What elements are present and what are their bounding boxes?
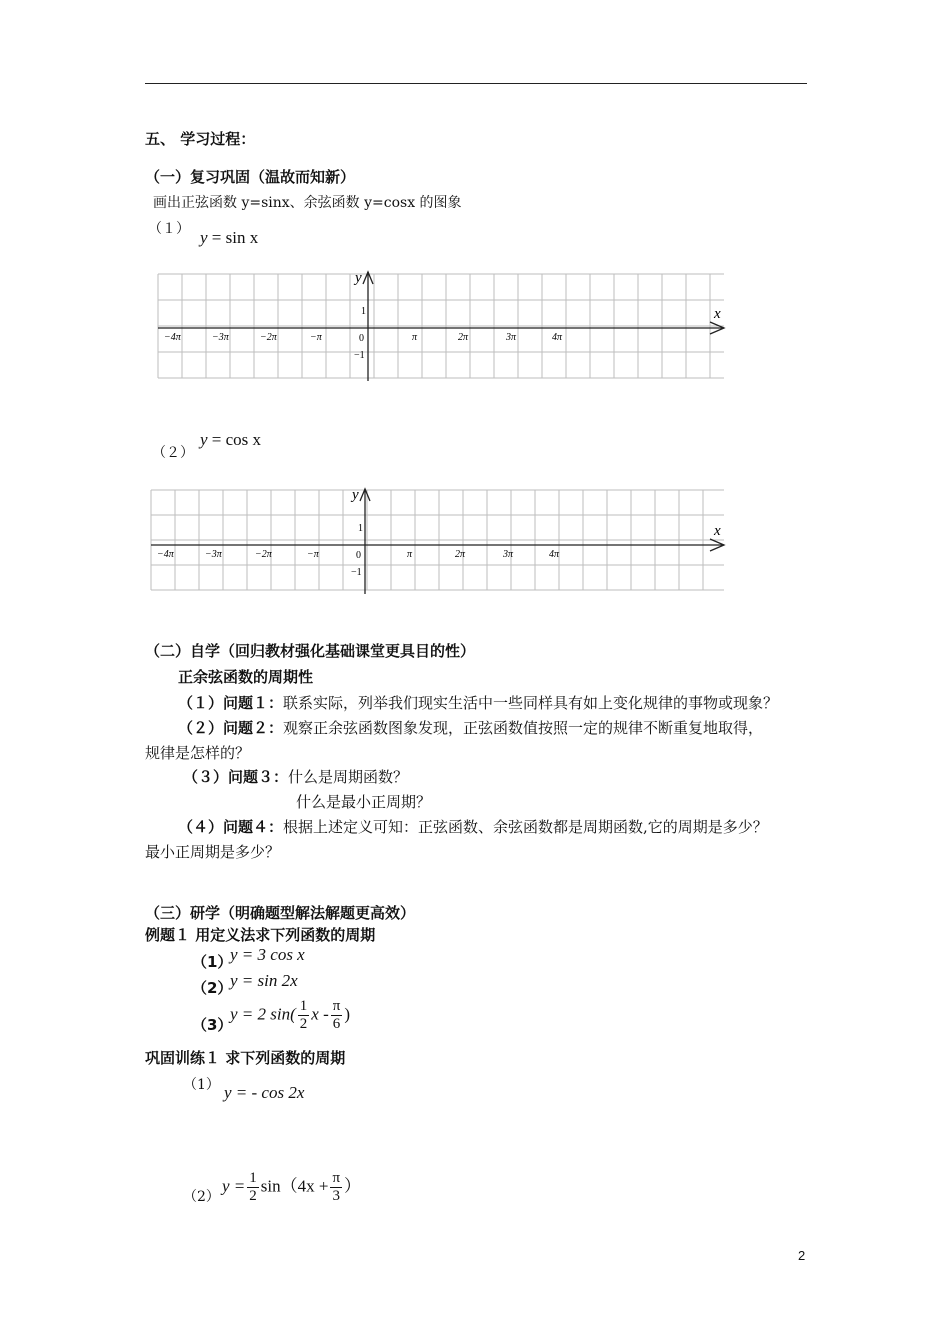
graph1-eq-lhs: y xyxy=(200,228,208,247)
q1-text: 联系实际，列举我们现实生活中一些同样具有如上变化规律的事物或现象？ xyxy=(283,694,779,712)
example-3-frac1 xyxy=(298,998,310,1033)
example-2-expr: y = sin 2x xyxy=(230,971,298,990)
sine-y-tick-1: 1 xyxy=(361,306,366,317)
cosine-x-tick: 2π xyxy=(455,549,466,560)
sine-x-tick: −2π xyxy=(260,332,277,343)
cosine-x-tick: −π xyxy=(307,549,319,560)
cosine-x-tick: −2π xyxy=(255,549,272,560)
cosine-y-label: y xyxy=(352,487,359,503)
graph1-eq-rhs: = sin x xyxy=(211,228,259,247)
sine-axes-grid xyxy=(150,268,730,383)
q1-label: （１）问题１： xyxy=(178,694,284,712)
graph2-label: （２） xyxy=(152,445,194,461)
sine-x-tick: −3π xyxy=(212,332,229,343)
part2-heading: （二）自学（回归教材强化基础课堂更具目的性） xyxy=(145,642,476,660)
sine-origin-label: 0 xyxy=(359,333,364,344)
example-3-frac2 xyxy=(331,998,343,1033)
cosine-x-tick: 4π xyxy=(549,549,560,560)
question-1 xyxy=(178,692,778,713)
cosine-x-tick: −4π xyxy=(157,549,174,560)
practice-2-frac2-num: π xyxy=(332,1170,341,1186)
example-3-frac2-num: π xyxy=(332,998,341,1014)
example-1-expr: y = 3 cos x xyxy=(230,945,305,964)
q2-text-cont: 规律是怎样的？ xyxy=(145,744,251,762)
sine-x-tick: 4π xyxy=(552,332,563,343)
cosine-x-tick: 3π xyxy=(503,549,514,560)
page-number: 2 xyxy=(798,1248,806,1263)
graph2-equation xyxy=(200,430,261,450)
graph1-label: （１） xyxy=(148,221,190,237)
sine-x-tick: 3π xyxy=(506,332,517,343)
practice-2-expr xyxy=(222,1170,361,1205)
example-3-mid: x - xyxy=(311,1004,329,1024)
question-3 xyxy=(183,766,408,787)
question-4 xyxy=(178,816,768,837)
example-3-frac1-num: 1 xyxy=(299,998,308,1014)
practice-2-frac2-den: 3 xyxy=(332,1188,340,1204)
practice-2-mid: sin（4x + xyxy=(260,1176,329,1196)
section-title: 五、 学习过程： xyxy=(145,130,256,148)
sine-y-label: y xyxy=(355,270,362,286)
sine-x-tick: π xyxy=(412,332,418,343)
example-3-prefix: y = 2 sin( xyxy=(230,1004,296,1024)
cosine-axes-grid xyxy=(145,486,730,596)
practice-2-frac2 xyxy=(330,1170,342,1205)
q2-text: 观察正余弦函数图象发现，正弦函数值按照一定的规律不断重复地取得， xyxy=(283,719,764,737)
part3-heading: （三）研学（明确题型解法解题更高效） xyxy=(145,904,416,922)
q4-text-cont: 最小正周期是多少？ xyxy=(145,843,281,861)
example-1-label: （1） xyxy=(192,953,233,971)
q2-label: （２）问题２： xyxy=(178,719,284,737)
part1-instruction: 画出正弦函数 y=sinx、余弦函数 y=cosx 的图象 xyxy=(153,195,462,211)
question-2 xyxy=(178,717,763,738)
header-rule xyxy=(145,83,807,84)
example-2-label: （2） xyxy=(192,979,233,997)
part2-subheading: 正余弦函数的周期性 xyxy=(178,668,314,686)
practice-1-expr: y = - cos 2x xyxy=(224,1083,305,1102)
sine-x-label: x xyxy=(714,306,721,322)
graph1-equation xyxy=(200,228,258,248)
practice-2-prefix: y = xyxy=(222,1176,246,1196)
part1-heading: （一）复习巩固（温故而知新） xyxy=(145,168,356,186)
cosine-y-tick-neg1: −1 xyxy=(351,567,362,578)
sine-y-tick-neg1: −1 xyxy=(354,350,365,361)
sine-x-tick: −4π xyxy=(164,332,181,343)
practice-1-label: （1） xyxy=(183,1077,220,1093)
example-3-expr xyxy=(230,998,350,1033)
example-3-label: （3） xyxy=(192,1016,233,1034)
cosine-x-label: x xyxy=(714,523,721,539)
practice-2-frac1 xyxy=(247,1170,259,1205)
example-3-frac2-den: 6 xyxy=(332,1016,341,1032)
practice-2-frac1-den: 2 xyxy=(249,1188,257,1204)
cosine-origin-label: 0 xyxy=(356,550,361,561)
practice-2-label: （2） xyxy=(183,1189,220,1205)
sine-x-tick: 2π xyxy=(458,332,469,343)
cosine-x-tick: −3π xyxy=(205,549,222,560)
practice-2-frac1-num: 1 xyxy=(249,1170,257,1186)
example-3-frac1-den: 2 xyxy=(299,1016,308,1032)
graph2-eq-lhs: y xyxy=(200,430,208,449)
graph2-eq-rhs: = cos x xyxy=(211,430,262,449)
practice-heading: 巩固训练１ 求下列函数的周期 xyxy=(145,1049,346,1067)
q3-text-cont: 什么是最小正周期？ xyxy=(296,793,432,811)
example-heading: 例题１ 用定义法求下列函数的周期 xyxy=(145,926,376,944)
q4-text: 根据上述定义可知：正弦函数、余弦函数都是周期函数,它的周期是多少？ xyxy=(283,818,768,836)
cosine-y-tick-1: 1 xyxy=(358,523,363,534)
practice-2-suffix: ） xyxy=(344,1176,362,1196)
q3-label: （３）问题３： xyxy=(183,768,289,786)
example-3-suffix: ) xyxy=(344,1004,350,1024)
q4-label: （４）问题４： xyxy=(178,818,284,836)
sine-x-tick: −π xyxy=(310,332,322,343)
cosine-x-tick: π xyxy=(407,549,413,560)
q3-text: 什么是周期函数？ xyxy=(288,768,409,786)
